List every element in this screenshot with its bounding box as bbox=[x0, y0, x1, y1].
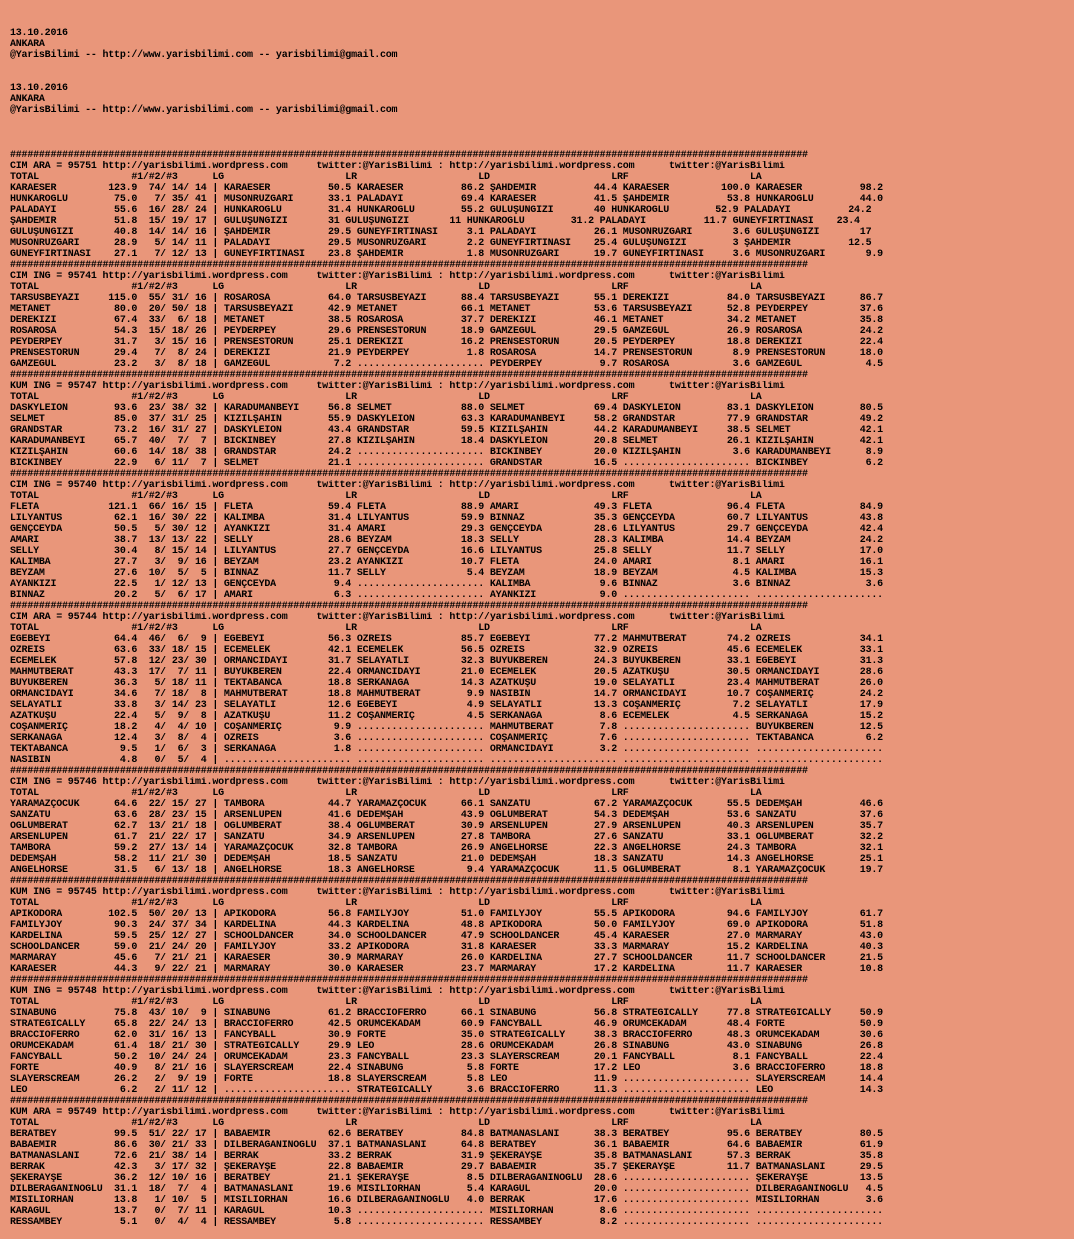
horse-row: KARAESER 44.3 9/ 22/ 21 | MARMARAY 30.0 KARAESER 23.7 MARMARAY 17.2 KARDELINA 11.7 KARAESER 10.8 bbox=[10, 964, 883, 975]
horse-row: KIZILŞAHİN 60.6 14/ 18/ 38 | GRANDSTAR 24.2 ...................... BICKINBEY 20.0 KIZILŞAHİN 3.6 KARADUMANBEYİ 8.9 bbox=[10, 447, 883, 458]
horse-row: PEYDERPEY 31.7 3/ 15/ 16 | PRENSESTORUN 25.1 DEREKIZI 16.2 PRENSESTORUN 20.5 PEYDERPEY 18.8 DEREKIZI 22.4 bbox=[10, 337, 883, 348]
report-city: ANKARA bbox=[10, 39, 45, 50]
horse-row: ORUMCEKADAM 61.4 18/ 21/ 30 | STRATEGICALLY 29.9 LEO 28.6 ORUMCEKADAM 26.8 SINABUNG 43.0 SINABUNG 26.8 bbox=[10, 1041, 883, 1052]
report-contact: @YarisBilimi -- http://www.yarisbilimi.com -- yarisbilimi@gmail.com bbox=[10, 105, 398, 116]
horse-row: BABAEMİR 86.6 30/ 21/ 33 | DİLBERAGANINOĞLU 37.1 BATMANASLANI 64.8 BERATBEY 36.1 BABAEMİR 64.6 BABAEMİR 61.9 bbox=[10, 1140, 883, 1151]
horse-row: RESSAMBEY 5.1 0/ 4/ 4 | RESSAMBEY 5.8 ...................... RESSAMBEY 8.2 ...................... ...................... bbox=[10, 1217, 883, 1228]
race-block bbox=[10, 480, 1070, 601]
horse-row: LILYANTUS 62.1 16/ 30/ 22 | KALIMBA 31.4 LILYANTUS 59.9 BINNAZ 35.3 GENÇCEYDA 60.7 LILYANTUS 43.8 bbox=[10, 513, 883, 524]
horse-row: BINNAZ 20.2 5/ 6/ 17 | AMARİ 6.3 ...................... AYANKIZI 9.0 ...................... ...................... bbox=[10, 590, 883, 601]
horse-row: HUNKAROGLU 75.0 7/ 35/ 41 | MUSONRÜZGARI 33.1 PALADAYI 69.4 KARAESER 41.5 ŞAHDEMİR 53.8 HUNKAROGLU 44.0 bbox=[10, 194, 883, 205]
horse-row: SINABUNG 75.8 43/ 10/ 9 | SINABUNG 61.2 BRACCIOFERRO 66.1 SINABUNG 56.8 STRATEGICALLY 77.8 STRATEGICALLY 50.9 bbox=[10, 1008, 883, 1019]
report-headers bbox=[10, 28, 1070, 128]
race-block bbox=[10, 612, 1070, 766]
separator-line: ########################################################################################################################################## bbox=[10, 601, 808, 612]
spacer bbox=[10, 61, 1070, 83]
spacer bbox=[10, 116, 1070, 128]
race-list bbox=[10, 150, 1070, 1228]
horse-row: ANGELHORSE 31.5 6/ 13/ 18 | ANGELHORSE 18.3 ANGELHORSE 9.4 YARAMAZÇOCUK 11.5 OGLUMBERAT 8.1 YARAMAZÇOCUK 19.7 bbox=[10, 865, 883, 876]
report-contact: @YarisBilimi -- http://www.yarisbilimi.com -- yarisbilimi@gmail.com bbox=[10, 50, 398, 61]
separator-line: ########################################################################################################################################## bbox=[10, 975, 808, 986]
race-block bbox=[10, 1107, 1070, 1228]
horse-row: ROSAROSA 54.3 15/ 18/ 26 | PEYDERPEY 29.6 PRENSESTORUN 18.9 GAMZEGUL 29.5 GAMZEGUL 26.9 ROSAROSA 24.2 bbox=[10, 326, 883, 337]
column-header: TOTAL #1/#2/#3 LG LR LD LRF LA bbox=[10, 172, 762, 183]
horse-row: DASKYLEION 93.6 23/ 38/ 32 | KARADUMANBEYİ 56.8 SELMET 88.0 SELMET 69.4 DASKYLEION 83.1 DASKYLEION 80.5 bbox=[10, 403, 883, 414]
horse-row: SELLY 30.4 8/ 15/ 14 | LILYANTUS 27.7 GENÇCEYDA 16.6 LILYANTUS 25.8 SELLY 11.7 SELLY 17.0 bbox=[10, 546, 883, 557]
horse-row: FORTE 40.9 8/ 21/ 16 | SLAYERSCREAM 22.4 SINABUNG 5.8 FORTE 17.2 LEO 3.6 BRACCIOFERRO 18.8 bbox=[10, 1063, 883, 1074]
race-block bbox=[10, 381, 1070, 469]
horse-row: APIKODORA 102.5 50/ 20/ 13 | APIKODORA 56.8 FAMILYJOY 51.0 FAMILYJOY 55.5 APIKODORA 94.6 FAMILYJOY 61.7 bbox=[10, 909, 883, 920]
horse-row: KARAGUL 13.7 0/ 7/ 11 | KARAGUL 10.3 ...................... MISILIORHAN 8.6 ...................... ...................... bbox=[10, 1206, 883, 1217]
horse-row: BEYZAM 27.6 10/ 5/ 5 | BINNAZ 11.7 SELLY 5.4 BEYZAM 18.9 BEYZAM 4.5 KALIMBA 15.3 bbox=[10, 568, 883, 579]
horse-row: KARAESER 123.9 74/ 14/ 14 | KARAESER 50.5 KARAESER 86.2 ŞAHDEMİR 44.4 KARAESER 100.0 KARAESER 98.2 bbox=[10, 183, 883, 194]
horse-row: BUYUKBEREN 36.3 5/ 18/ 11 | TEKTABANCA 18.8 SERKANAGA 14.3 AZATKUŞU 19.0 SELAYATLI 23.4 MAHMUTBERAT 26.0 bbox=[10, 678, 883, 689]
horse-row: ECEMELEK 57.8 12/ 23/ 30 | ORMANCIDAYI 31.7 SELAYATLI 32.3 BUYUKBEREN 24.3 BUYUKBEREN 33.1 EGEBEYİ 31.3 bbox=[10, 656, 883, 667]
horse-row: SLAYERSCREAM 26.2 2/ 9/ 19 | FORTE 18.8 SLAYERSCREAM 5.8 LEO 11.9 ...................... SLAYERSCREAM 14.4 bbox=[10, 1074, 883, 1085]
race-title: CIM ING = 95741 http://yarisbilimi.wordpress.com twitter:@YarisBilimi : http://yarisbilimi.wordpress.com twitter:@YarisBilimi bbox=[10, 271, 785, 282]
separator-line: ########################################################################################################################################## bbox=[10, 370, 808, 381]
horse-row: BATMANASLANI 72.6 21/ 38/ 14 | BERRAK 33.2 BERRAK 31.9 ŞEKERAYŞE 35.8 BATMANASLANI 57.3 BERRAK 35.8 bbox=[10, 1151, 883, 1162]
race-block bbox=[10, 271, 1070, 370]
horse-row: KARDELINA 59.5 25/ 12/ 27 | SCHOOLDANCER 34.0 SCHOOLDANCER 47.9 SCHOOLDANCER 45.4 KARAESER 27.0 MARMARAY 43.0 bbox=[10, 931, 883, 942]
race-block bbox=[10, 161, 1070, 260]
horse-row: MAHMUTBERAT 43.3 17/ 7/ 11 | BUYUKBEREN 22.4 ORMANCIDAYI 21.0 ECEMELEK 20.5 AZATKUŞU 30.5 ORMANCIDAYI 28.6 bbox=[10, 667, 883, 678]
horse-row: SELMET 85.0 37/ 31/ 25 | KIZILŞAHİN 55.9 DASKYLEION 63.3 KARADUMANBEYİ 58.2 GRANDSTAR 77.9 GRANDSTAR 49.2 bbox=[10, 414, 883, 425]
horse-row: ÖZREİS 63.6 33/ 18/ 15 | ECEMELEK 42.1 ECEMELEK 56.5 ÖZREİS 32.9 ÖZREİS 45.6 ECEMELEK 33.1 bbox=[10, 645, 883, 656]
report-header-block bbox=[10, 83, 1070, 116]
horse-row: AYANKIZI 22.5 1/ 12/ 13 | GENÇCEYDA 9.4 ...................... KALIMBA 9.6 BINNAZ 3.6 BINNAZ 3.6 bbox=[10, 579, 883, 590]
horse-row: SCHOOLDANCER 59.0 21/ 24/ 20 | FAMILYJOY 33.2 APIKODORA 31.8 KARAESER 33.3 MARMARAY 15.2 KARDELINA 40.3 bbox=[10, 942, 883, 953]
horse-row: TEKTABANCA 9.5 1/ 6/ 3 | SERKANAGA 1.8 ...................... ORMANCIDAYI 3.2 ...................... ...................... bbox=[10, 744, 883, 755]
race-title: KUM ING = 95747 http://yarisbilimi.wordpress.com twitter:@YarisBilimi : http://yarisbilimi.wordpress.com twitter:@YarisBilimi bbox=[10, 381, 785, 392]
horse-row: GENÇCEYDA 50.5 5/ 30/ 12 | AYANKIZI 31.4 AMARİ 29.3 GENÇCEYDA 28.6 LILYANTUS 29.7 GENÇCEYDA 42.4 bbox=[10, 524, 883, 535]
horse-row: PRENSESTORUN 29.4 7/ 8/ 24 | DEREKIZI 21.9 PEYDERPEY 1.8 ROSAROSA 14.7 PRENSESTORUN 8.9 PRENSESTORUN 18.0 bbox=[10, 348, 883, 359]
horse-row: DEDEMŞAH 58.2 11/ 21/ 30 | DEDEMŞAH 18.5 SANZATU 21.0 DEDEMŞAH 18.3 SANZATU 14.3 ANGELHORSE 25.1 bbox=[10, 854, 883, 865]
report-date: 13.10.2016 bbox=[10, 83, 68, 94]
horse-row: METANET 80.0 20/ 50/ 18 | TARSUSBEYAZI 42.9 METANET 66.1 METANET 53.6 TARSUSBEYAZI 52.8 PEYDERPEY 37.6 bbox=[10, 304, 883, 315]
column-header: TOTAL #1/#2/#3 LG LR LD LRF LA bbox=[10, 1118, 762, 1129]
horse-row: DEREKIZI 67.4 33/ 6/ 18 | METANET 38.5 ROSAROSA 37.7 DEREKIZI 46.1 METANET 34.2 METANET 35.8 bbox=[10, 315, 883, 326]
horse-row: LEO 6.2 2/ 11/ 12 | ...................... STRATEGICALLY 3.6 BRACCIOFERRO 11.3 ...................... LEO 14.3 bbox=[10, 1085, 883, 1096]
race-title: CIM ARA = 95751 http://yarisbilimi.wordpress.com twitter:@YarisBilimi : http://yarisbilimi.wordpress.com twitter:@YarisBilimi bbox=[10, 161, 785, 172]
horse-row: BERATBEY 99.5 51/ 22/ 17 | BABAEMİR 62.6 BERATBEY 84.8 BATMANASLANI 38.3 BERATBEY 95.6 BERATBEY 80.5 bbox=[10, 1129, 883, 1140]
column-header: TOTAL #1/#2/#3 LG LR LD LRF LA bbox=[10, 392, 762, 403]
horse-row: COŞANMERİÇ 18.2 4/ 4/ 10 | COŞANMERİÇ 9.9 ...................... MAHMUTBERAT 7.8 ...................... BUYUKBEREN 12.5 bbox=[10, 722, 883, 733]
race-title: KUM ING = 95748 http://yarisbilimi.wordpress.com twitter:@YarisBilimi : http://yarisbilimi.wordpress.com twitter:@YarisBilimi bbox=[10, 986, 785, 997]
horse-row: BRACCIOFERRO 62.0 31/ 16/ 13 | FANCYBALL 30.9 FORTE 35.0 STRATEGICALLY 38.3 BRACCIOFERRO 48.3 ORUMCEKADAM 30.6 bbox=[10, 1030, 883, 1041]
separator-line: ########################################################################################################################################## bbox=[10, 469, 808, 480]
column-header: TOTAL #1/#2/#3 LG LR LD LRF LA bbox=[10, 997, 762, 1008]
horse-row: FLETA 121.1 66/ 16/ 15 | FLETA 59.4 FLETA 88.9 AMARİ 49.3 FLETA 96.4 FLETA 84.9 bbox=[10, 502, 883, 513]
horse-row: ŞAHDEMİR 51.8 15/ 19/ 17 | GULUŞUNGIZI 31 GULUŞUNGIZI 11 HÜNKAROGLU 31.2 PALADAYI 11.7 GUNEYFIRTINASI 23.4 bbox=[10, 216, 860, 227]
horse-row: AZATKUŞU 22.4 5/ 9/ 8 | AZATKUŞU 11.2 COŞANMERİÇ 4.5 SERKANAGA 8.6 ECEMELEK 4.5 SERKANAGA 15.2 bbox=[10, 711, 883, 722]
horse-row: BICKINBEY 22.9 6/ 11/ 7 | SELMET 21.1 ...................... GRANDSTAR 16.5 ...................... BICKINBEY 6.2 bbox=[10, 458, 883, 469]
report-header-block bbox=[10, 28, 1070, 61]
horse-row: BERRAK 42.3 3/ 17/ 32 | ŞEKERAYŞE 22.8 BABAEMİR 29.7 BABAEMİR 35.7 ŞEKERAYŞE 11.7 BATMANASLANI 29.5 bbox=[10, 1162, 883, 1173]
horse-row: STRATEGICALLY 65.8 22/ 24/ 13 | BRACCIOFERRO 42.5 ORUMCEKADAM 60.9 FANCYBALL 46.9 ORUMCEKADAM 48.4 FORTE 50.9 bbox=[10, 1019, 883, 1030]
horse-row: YARAMAZÇOCUK 64.6 22/ 15/ 27 | TAMBORA 44.7 YARAMAZÇOCUK 66.1 SANZATU 67.2 YARAMAZÇOCUK 55.5 DEDEMŞAH 46.6 bbox=[10, 799, 883, 810]
horse-row: GUNEYFIRTINASI 27.1 7/ 12/ 13 | GUNEYFIRTINASI 23.8 ŞAHDEMİR 1.8 MUSONRÜZGARI 19.7 GUNEYFIRTINASI 3.6 MUSONRÜZGARI 9.9 bbox=[10, 249, 883, 260]
horse-row: EGEBEYİ 64.4 46/ 6/ 9 | EGEBEYİ 56.3 ÖZREİS 85.7 EGEBEYİ 77.2 MAHMUTBERAT 74.2 ÖZREİS 34.1 bbox=[10, 634, 883, 645]
horse-row: GRANDSTAR 73.2 16/ 31/ 27 | DASKYLEION 43.4 GRANDSTAR 59.5 KIZILŞAHİN 44.2 KARADUMANBEYİ 38.5 SELMET 42.1 bbox=[10, 425, 883, 436]
separator-line: ########################################################################################################################################## bbox=[10, 1096, 808, 1107]
horse-row: SANZATU 63.6 28/ 23/ 15 | ARSENLUPEN 41.6 DEDEMŞAH 43.9 OGLUMBERAT 54.3 DEDEMŞAH 53.6 SANZATU 37.6 bbox=[10, 810, 883, 821]
separator-line: ########################################################################################################################################## bbox=[10, 150, 808, 161]
race-block bbox=[10, 986, 1070, 1096]
column-header: TOTAL #1/#2/#3 LG LR LD LRF LA bbox=[10, 282, 762, 293]
horse-row: GULUŞUNGIZI 40.8 14/ 14/ 16 | ŞAHDEMİR 29.5 GUNEYFIRTINASI 3.1 PALADAYI 26.1 MUSONRÜZGARI 3.6 GULUŞUNGIZI 17 bbox=[10, 227, 872, 238]
horse-row: GAMZEGUL 23.2 3/ 8/ 18 | GAMZEGUL 7.2 ...................... PEYDERPEY 9.7 ROSAROSA 3.6 GAMZEGUL 4.5 bbox=[10, 359, 883, 370]
horse-row: PALADAYI 55.6 16/ 28/ 24 | HÜNKAROGLU 31.4 HÜNKAROGLU 55.2 GULUŞUNGIZI 40 HUNKAROGLU 52.9 PALADAYI 24.2 bbox=[10, 205, 872, 216]
report-city: ANKARA bbox=[10, 94, 45, 105]
horse-row: ŞEKERAYŞE 36.2 12/ 10/ 16 | BERATBEY 21.1 ŞEKERAYŞE 8.5 DİLBERAGANINOĞLU 28.6 ...................... ŞEKERAYŞE 13.5 bbox=[10, 1173, 883, 1184]
race-title: CIM ING = 95740 http://yarisbilimi.wordpress.com twitter:@YarisBilimi : http://yarisbilimi.wordpress.com twitter:@YarisBilimi bbox=[10, 480, 785, 491]
separator-line: ########################################################################################################################################## bbox=[10, 766, 808, 777]
race-block bbox=[10, 887, 1070, 975]
race-title: CIM ING = 95746 http://yarisbilimi.wordpress.com twitter:@YarisBilimi : http://yarisbilimi.wordpress.com twitter:@YarisBilimi bbox=[10, 777, 785, 788]
report-date: 13.10.2016 bbox=[10, 28, 68, 39]
horse-row: FANCYBALL 50.2 10/ 24/ 24 | ORUMCEKADAM 23.3 FANCYBALL 23.3 SLAYERSCREAM 20.1 FANCYBALL 8.1 FANCYBALL 22.4 bbox=[10, 1052, 883, 1063]
column-header: TOTAL #1/#2/#3 LG LR LD LRF LA bbox=[10, 788, 762, 799]
race-title: KUM ARA = 95749 http://yarisbilimi.wordpress.com twitter:@YarisBilimi : http://yarisbilimi.wordpress.com twitter:@YarisBilimi bbox=[10, 1107, 785, 1118]
horse-row: KARADUMANBEYİ 65.7 40/ 7/ 7 | BICKINBEY 27.8 KIZILŞAHİN 18.4 DASKYLEION 20.8 SELMET 26.1 KIZILŞAHİN 42.1 bbox=[10, 436, 883, 447]
horse-row: SELAYATLI 33.8 3/ 14/ 23 | SELAYATLI 12.6 EGEBEYİ 4.9 SELAYATLI 13.3 COŞANMERİÇ 7.2 SELAYATLI 17.9 bbox=[10, 700, 883, 711]
column-header: TOTAL #1/#2/#3 LG LR LD LRF LA bbox=[10, 898, 762, 909]
horse-row: SERKANAGA 12.4 3/ 8/ 4 | ÖZREİS 3.6 ...................... COŞANMERİÇ 7.6 ...................... TEKTABANCA 6.2 bbox=[10, 733, 883, 744]
horse-row: ARSENLUPEN 61.7 21/ 22/ 17 | SANZATU 34.9 ARSENLUPEN 27.8 TAMBORA 27.6 SANZATU 33.1 OGLUMBERAT 32.2 bbox=[10, 832, 883, 843]
column-header: TOTAL #1/#2/#3 LG LR LD LRF LA bbox=[10, 623, 762, 634]
horse-row: AMARİ 38.7 13/ 13/ 22 | SELLY 28.6 BEYZAM 18.3 SELLY 28.3 KALIMBA 14.4 BEYZAM 24.2 bbox=[10, 535, 883, 546]
horse-row: MARMARAY 45.6 7/ 21/ 21 | KARAESER 30.9 MARMARAY 26.0 KARDELINA 27.7 SCHOOLDANCER 11.7 SCHOOLDANCER 21.5 bbox=[10, 953, 883, 964]
horse-row: ORMANCIDAYI 34.6 7/ 18/ 8 | MAHMUTBERAT 18.8 MAHMUTBERAT 9.9 NASIBİN 14.7 ORMANCIDAYI 10.7 COŞANMERİÇ 24.2 bbox=[10, 689, 883, 700]
race-block bbox=[10, 777, 1070, 876]
horse-row: MISILIORHAN 13.8 1/ 10/ 5 | MISILIORHAN 16.6 DİLBERAGANINOĞLU 4.0 BERRAK 17.6 ...................... MISILIORHAN 3.6 bbox=[10, 1195, 883, 1206]
horse-row: KALIMBA 27.7 3/ 9/ 16 | BEYZAM 23.2 AYANKIZI 10.7 FLETA 24.0 AMARİ 8.1 AMARİ 16.1 bbox=[10, 557, 883, 568]
horse-row: NASIBIN 4.8 0/ 5/ 4 | ...................... ...................... ...................... ...................... ...................... bbox=[10, 755, 883, 766]
race-title: CIM ARA = 95744 http://yarisbilimi.wordpress.com twitter:@YarisBilimi : http://yarisbilimi.wordpress.com twitter:@YarisBilimi bbox=[10, 612, 785, 623]
horse-row: DİLBERAGANINOĞLU 31.1 18/ 7/ 4 | BATMANASLANI 19.6 MISILIORHAN 5.4 KARAGUL 20.0 ...................... DİLBERAGANINOĞLU 4.5 bbox=[10, 1184, 883, 1195]
horse-row: MUSONRÜZGARI 28.9 5/ 14/ 11 | PALADAYI 29.5 MUSONRÜZGARI 2.2 GUNEYFIRTINASI 25.4 GULUŞUNGIZI 3 ŞAHDEMİR 12.5 bbox=[10, 238, 872, 249]
race-title: KUM ING = 95745 http://yarisbilimi.wordpress.com twitter:@YarisBilimi : http://yarisbilimi.wordpress.com twitter:@YarisBilimi bbox=[10, 887, 785, 898]
separator-line: ########################################################################################################################################## bbox=[10, 876, 808, 887]
separator-line: ########################################################################################################################################## bbox=[10, 260, 808, 271]
horse-row: FAMILYJOY 90.3 24/ 37/ 34 | KARDELINA 44.3 KARDELINA 48.8 APIKODORA 50.0 FAMILYJOY 69.0 APIKODORA 51.8 bbox=[10, 920, 883, 931]
horse-row: TARSUSBEYAZI 115.0 55/ 31/ 16 | ROSAROSA 64.0 TARSUSBEYAZI 88.4 TARSUSBEYAZI 55.1 DEREKIZI 84.0 TARSUSBEYAZI 86.7 bbox=[10, 293, 883, 304]
race-report bbox=[10, 6, 1070, 1239]
column-header: TOTAL #1/#2/#3 LG LR LD LRF LA bbox=[10, 491, 762, 502]
horse-row: TAMBORA 59.2 27/ 13/ 14 | YARAMAZÇOCUK 32.8 TAMBORA 26.9 ANGELHORSE 22.3 ANGELHORSE 24.3 TAMBORA 32.1 bbox=[10, 843, 883, 854]
horse-row: OGLUMBERAT 62.7 13/ 21/ 18 | OGLUMBERAT 38.4 OGLUMBERAT 30.9 ARSENLUPEN 27.9 ARSENLUPEN 40.3 ARSENLUPEN 35.7 bbox=[10, 821, 883, 832]
